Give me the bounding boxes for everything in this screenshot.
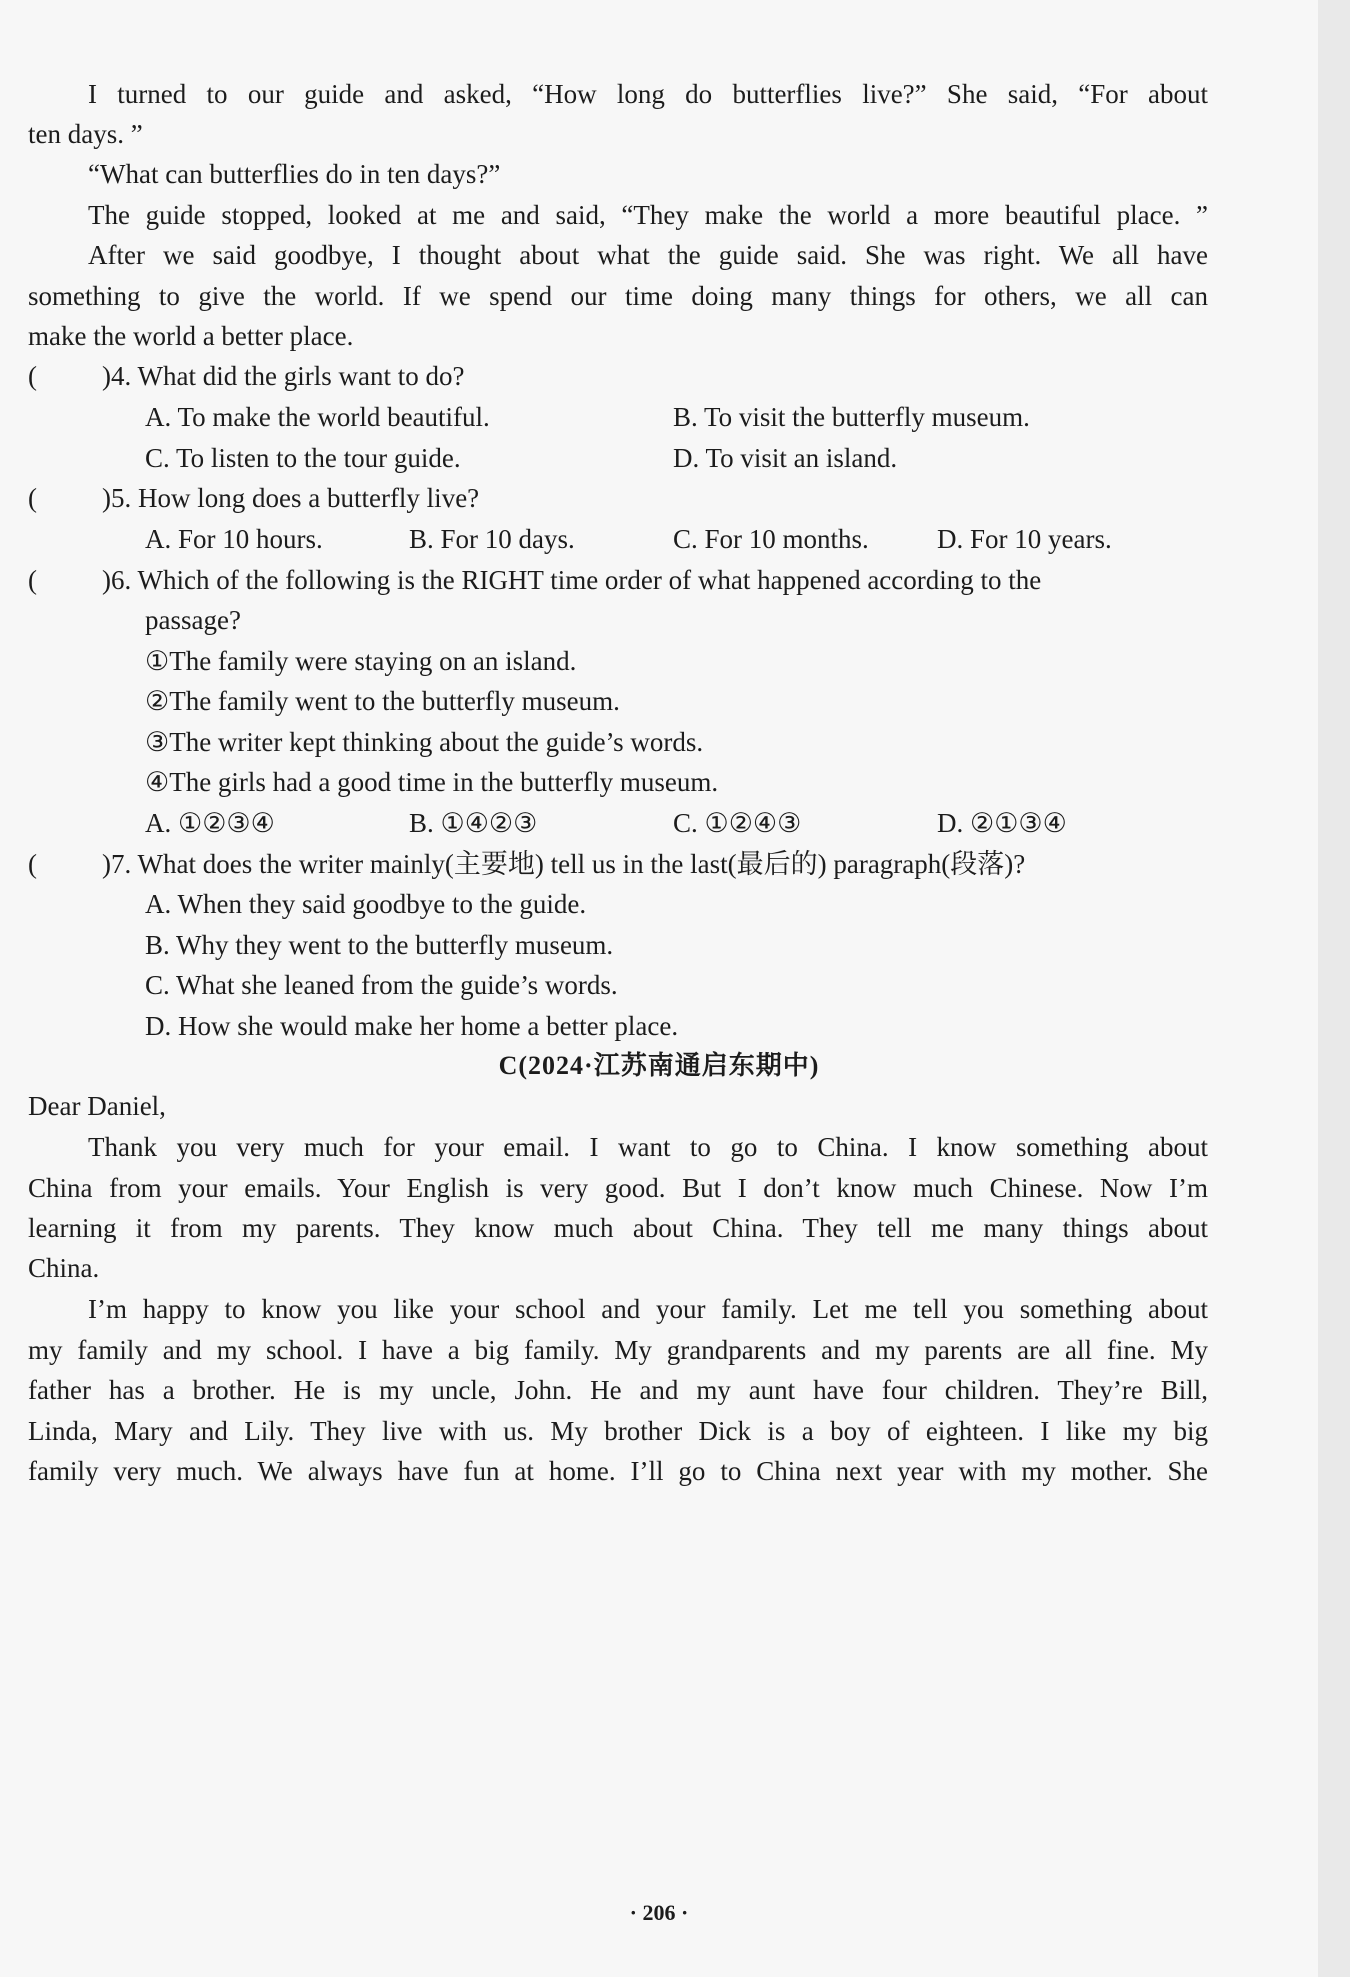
q7-option-c[interactable]: C. What she leaned from the guide’s words. [145, 970, 618, 1000]
passage-line: After we said goodbye, I thought about what the guide said. She was right. We all have [88, 240, 1208, 270]
letter-line: Thank you very much for your email. I want to go to China. I know something about [88, 1132, 1208, 1162]
answer-blank[interactable]: ( [28, 483, 37, 513]
question-6-text-cont: passage? [145, 605, 241, 635]
q4-option-c[interactable]: C. To listen to the tour guide. [145, 443, 461, 473]
question-7-text: )7. What does the writer mainly(主要地) tell us in the last(最后的) paragraph(段落)? [102, 849, 1026, 879]
letter-line: Linda, Mary and Lily. They live with us. My brother Dick is a boy of eighteen. I like my big [28, 1416, 1208, 1446]
letter-line: father has a brother. He is my uncle, John. He and my aunt have four children. They’re Bill, [28, 1375, 1208, 1405]
q5-option-d[interactable]: D. For 10 years. [937, 524, 1112, 554]
q6-option-b[interactable]: B. ①④②③ [409, 808, 538, 838]
q6-option-d[interactable]: D. ②①③④ [937, 808, 1067, 838]
passage-line: “What can butterflies do in ten days?” [88, 159, 501, 189]
q7-option-d[interactable]: D. How she would make her home a better place. [145, 1011, 679, 1041]
q6-option-a[interactable]: A. ①②③④ [145, 808, 275, 838]
q5-option-b[interactable]: B. For 10 days. [409, 524, 575, 554]
answer-blank[interactable]: ( [28, 361, 37, 391]
letter-line: learning it from my parents. They know much about China. They tell me many things about [28, 1213, 1208, 1243]
letter-greeting: Dear Daniel, [28, 1091, 166, 1121]
passage-line: The guide stopped, looked at me and said, “They make the world a more beautiful place. ” [88, 200, 1208, 230]
q7-option-b[interactable]: B. Why they went to the butterfly museum. [145, 930, 614, 960]
passage-line: something to give the world. If we spend our time doing many things for others, we all can [28, 281, 1208, 311]
q4-option-b[interactable]: B. To visit the butterfly museum. [673, 402, 1030, 432]
q6-statement-4: ④The girls had a good time in the butterfly museum. [145, 767, 719, 797]
section-c-title: C(2024·江苏南通启东期中) [498, 1051, 820, 1080]
letter-line: China. [28, 1253, 100, 1283]
answer-blank[interactable]: ( [28, 565, 37, 595]
letter-line: my family and my school. I have a big family. My grandparents and my parents are all fine. My [28, 1335, 1208, 1365]
question-4-text: )4. What did the girls want to do? [102, 361, 465, 391]
q6-option-c[interactable]: C. ①②④③ [673, 808, 802, 838]
page-number: · 206 · [629, 1900, 689, 1925]
q5-option-a[interactable]: A. For 10 hours. [145, 524, 323, 554]
letter-line: family very much. We always have fun at home. I’ll go to China next year with my mother. She [28, 1456, 1208, 1486]
q5-option-c[interactable]: C. For 10 months. [673, 524, 869, 554]
question-5-text: )5. How long does a butterfly live? [102, 483, 480, 513]
q7-option-a[interactable]: A. When they said goodbye to the guide. [145, 889, 587, 919]
question-6-text: )6. Which of the following is the RIGHT time order of what happened according to the [102, 565, 1042, 595]
passage-line: ten days. ” [28, 119, 143, 149]
q6-statement-1: ①The family were staying on an island. [145, 646, 577, 676]
letter-line: China from your emails. Your English is very good. But I don’t know much Chinese. Now I’m [28, 1173, 1208, 1203]
q4-option-d[interactable]: D. To visit an island. [673, 443, 898, 473]
letter-line: I’m happy to know you like your school and your family. Let me tell you something about [88, 1294, 1208, 1324]
answer-blank[interactable]: ( [28, 849, 37, 879]
q4-option-a[interactable]: A. To make the world beautiful. [145, 402, 490, 432]
passage-line: make the world a better place. [28, 321, 354, 351]
q6-statement-2: ②The family went to the butterfly museum. [145, 686, 620, 716]
passage-line: I turned to our guide and asked, “How long do butterflies live?” She said, “For about [88, 79, 1208, 109]
q6-statement-3: ③The writer kept thinking about the guide’s words. [145, 727, 704, 757]
